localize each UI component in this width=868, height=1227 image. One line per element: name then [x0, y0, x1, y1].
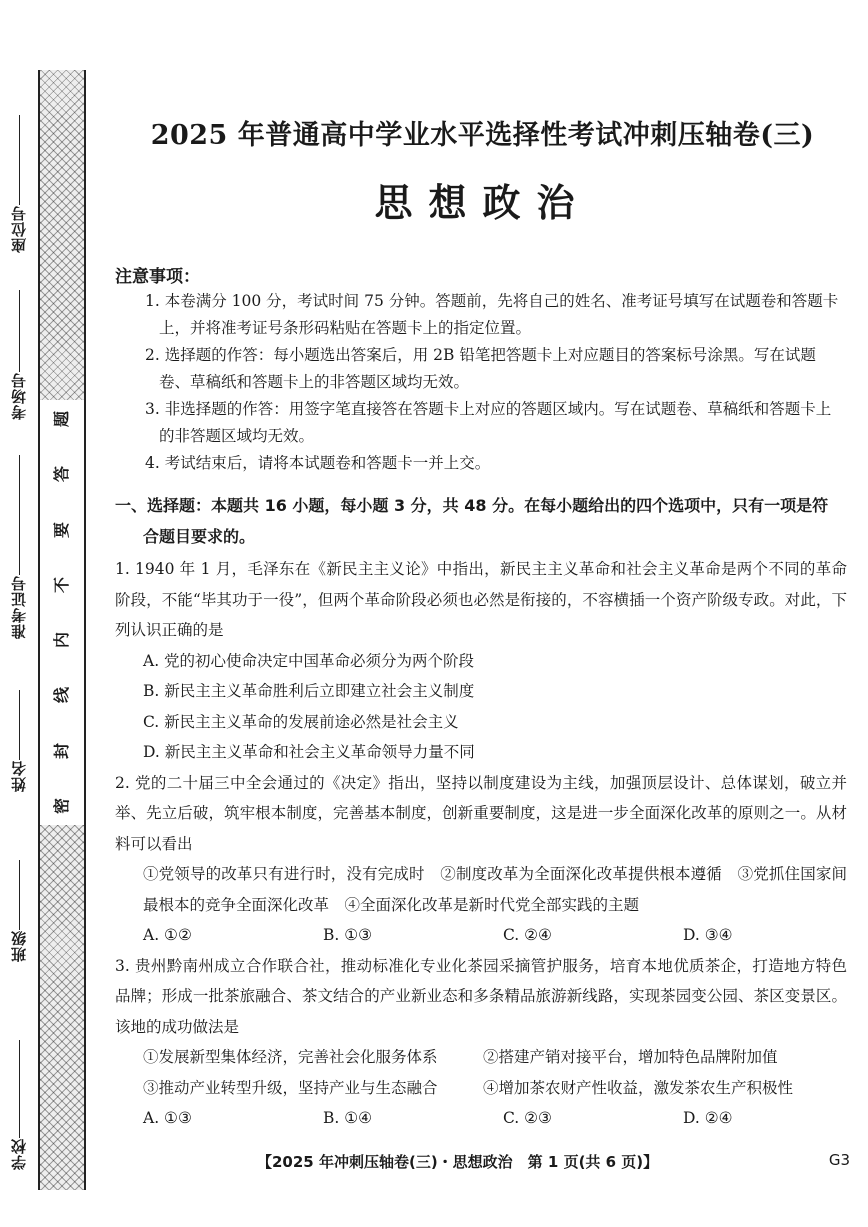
class-label: 班级	[10, 930, 28, 962]
seal-char: 封	[51, 742, 71, 759]
seal-char: 内	[51, 632, 71, 649]
option-c: C. 新民主主义革命的发展前途必然是社会主义	[143, 712, 459, 731]
admission-no-field[interactable]	[4, 455, 34, 639]
admission-no-field-line	[19, 455, 20, 575]
option-a: A. 党的初心使命决定中国革命必须分为两个阶段	[143, 651, 475, 670]
seat-field-line	[19, 115, 20, 205]
seal-char: 题	[51, 410, 71, 428]
statement-1: ①发展新型集体经济，完善社会化服务体系	[143, 1048, 438, 1066]
exam-room-field-line	[19, 290, 20, 372]
seal-char: 线	[51, 687, 71, 704]
admission-no-label: 准考证号	[10, 575, 28, 639]
notice-item: 1. 本卷满分 100 分，考试时间 75 分钟。答题前，先将自己的姓名、准考证号填写在试题卷和答题卡上，并将准考证号条形码粘贴在答题卡上的指定位置。	[145, 292, 839, 337]
seal-char: 不	[51, 576, 71, 593]
option-b: B. 新民主主义革命胜利后立即建立社会主义制度	[143, 682, 475, 700]
question-stem: 3. 贵州黔南州成立合作联合社，推动标准化专业化茶园采摘管护服务，培育本地优质茶企，打造地方特色品牌；形成一批茶旅融合、茶文结合的产业新业态和多条精品旅游新线路，实现茶园变公园、茶区变景区。该地的成功做法是	[115, 956, 847, 1036]
question-stem: 1. 1940 年 1 月，毛泽东在《新民主主义论》中指出，新民主主义革命和社会主义革命是两个不同的革命阶段，不能“毕其功于一役”，但两个革命阶段必须也必然是衔接的，不容横插一个资产阶级专政。对此，下列认识正确的是	[115, 560, 847, 639]
statement-2: ②搭建产销对接平台，增加特色品牌附加值	[483, 1048, 778, 1066]
option-d: D. ③④	[683, 926, 733, 944]
seat-label: 座位号	[10, 205, 28, 253]
answer-options	[115, 920, 847, 951]
seal-line-notice	[40, 400, 84, 825]
exam-room-field[interactable]	[4, 290, 34, 420]
statement-4: ④增加茶农财产性收益，激发茶农生产积极性	[483, 1078, 794, 1097]
section-heading-line: 合题目要求的。	[143, 527, 256, 546]
school-field-line	[19, 1040, 20, 1138]
statement-row	[115, 1042, 847, 1073]
binding-info-fields	[0, 0, 38, 1227]
question-1	[115, 554, 847, 768]
school-label: 学校	[10, 1138, 28, 1170]
seal-char: 答	[51, 466, 71, 483]
class-field[interactable]	[4, 860, 34, 962]
option-b: B. ①④	[323, 1109, 373, 1127]
question-stem: 2. 党的二十届三中全会通过的《决定》指出，坚持以制度建设为主线，加强顶层设计、总体谋划，破立并举、先立后破，筑牢根本制度，完善基本制度，创新重要制度，这是进一步全面深化改革的原则之一。从材料可以看出	[115, 773, 847, 853]
subject-title: 思想政治	[374, 181, 591, 225]
option-d: D. ②④	[683, 1109, 733, 1127]
paper-code: G3	[828, 1151, 850, 1169]
question-statements: ①党领导的改革只有进行时，没有完成时 ②制度改革为全面深化改革提供根本遵循 ③党抓住国家间最根本的竞争全面深化改革 ④全面深化改革是新时代党全部实践的主题	[143, 865, 847, 914]
seal-char: 密	[51, 797, 71, 814]
exam-room-label: 考场号	[10, 372, 28, 420]
question-2	[115, 768, 847, 951]
option-c: C. ②④	[503, 926, 552, 944]
notice-item: 3. 非选择题的作答：用签字笔直接答在答题卡上对应的答题区域内。写在试题卷、草稿纸和答题卡上的非答题区域均无效。	[145, 400, 832, 445]
name-field[interactable]	[4, 690, 34, 792]
section-heading	[115, 490, 847, 552]
option-a: A. ①③	[143, 1109, 192, 1127]
statement-3: ③推动产业转型升级，坚持产业与生态融合	[143, 1078, 438, 1097]
page-footer	[115, 1151, 850, 1173]
section-heading-line: 一、选择题：本题共 16 小题，每小题 3 分，共 48 分。在每小题给出的四个选项中，只有一项是符	[115, 496, 829, 515]
notice-heading: 注意事项：	[115, 267, 200, 287]
option-d: D. 新民主主义革命和社会主义革命领导力量不同	[143, 743, 475, 761]
class-field-line	[19, 860, 20, 930]
footer-page-info: 【2025 年冲刺压轴卷(三)・思想政治 第 1 页(共 6 页)】	[257, 1153, 659, 1171]
option-b: B. ①③	[323, 926, 373, 944]
notice-item: 2. 选择题的作答：每小题选出答案后，用 2B 铅笔把答题卡上对应题目的答案标号涂黑。写在试题卷、草稿纸和答题卡上的非答题区域均无效。	[145, 346, 816, 391]
school-field[interactable]	[4, 1040, 34, 1170]
notice-list	[115, 288, 845, 477]
notice-item: 4. 考试结束后，请将本试题卷和答题卡一并上交。	[145, 454, 491, 472]
seal-char: 要	[51, 521, 71, 538]
name-label: 姓名	[10, 760, 28, 792]
option-c: C. ②③	[503, 1109, 552, 1127]
answer-options	[115, 1103, 847, 1134]
option-a: A. ①②	[143, 926, 192, 944]
name-field-line	[19, 690, 20, 760]
exam-title: 2025 年普通高中学业水平选择性考试冲刺压轴卷(三)	[150, 120, 815, 151]
seat-field[interactable]	[4, 115, 34, 253]
question-3	[115, 951, 847, 1134]
statement-row	[115, 1073, 847, 1104]
question-list	[115, 554, 847, 1134]
